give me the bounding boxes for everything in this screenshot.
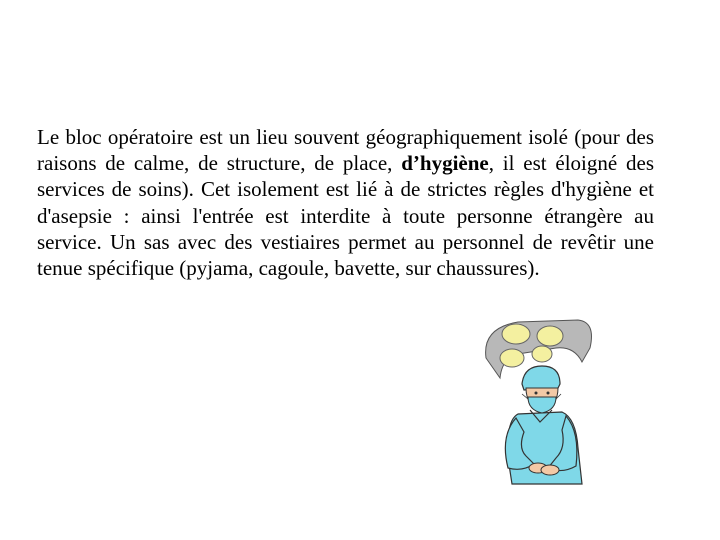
surgical-cap bbox=[522, 366, 560, 390]
paragraph-bold-term: d’hygiène bbox=[401, 151, 489, 176]
lamp-bulb bbox=[537, 326, 563, 346]
lamp-bulb bbox=[532, 346, 552, 362]
eye bbox=[547, 392, 550, 395]
paragraph-text-part2: , il est éloigné des services de soins). Cet isolement est lié à de strictes règles d'hygiène et d'asepsie : ainsi l'entrée est interdite à toute personne étrangère au service. Un sas avec des vestiaires permet au personnel de revêtir une tenue spécifique (pyjama, cagoule, bavette, sur chaussures). bbox=[37, 151, 654, 281]
lamp-bulb bbox=[502, 324, 530, 344]
body-paragraph bbox=[37, 124, 654, 281]
eye bbox=[535, 392, 538, 395]
hand bbox=[541, 465, 559, 475]
lamp-bulb bbox=[500, 349, 524, 367]
paragraph-text-part1: Le bloc opératoire est un lieu souvent géographiquement isolé (pour des raisons de calme, de structure, de place, bbox=[37, 125, 654, 176]
surgeon-clipart-icon bbox=[478, 318, 598, 490]
